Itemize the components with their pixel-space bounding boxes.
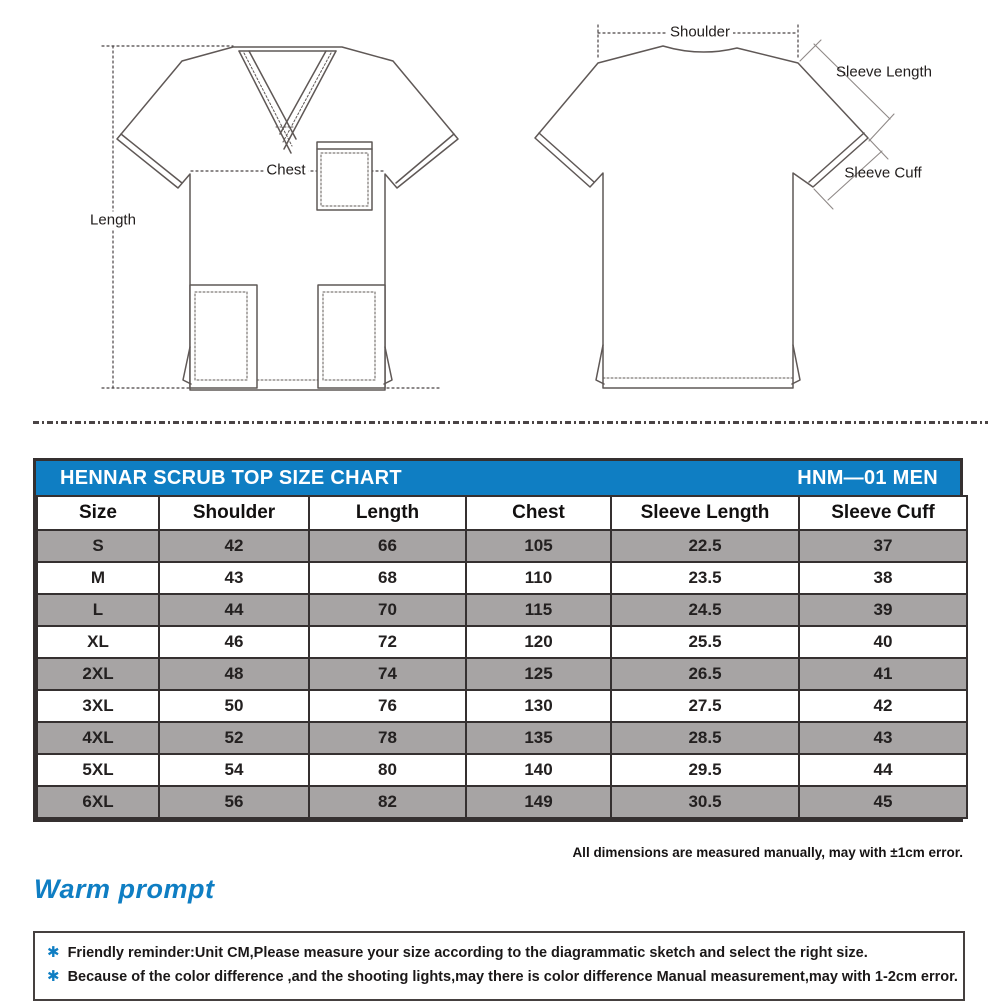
note-text: Friendly reminder:Unit CM,Please measure your size according to the diagrammatic sketch and select the right size. xyxy=(67,945,868,961)
value-cell: 22.5 xyxy=(611,530,799,562)
value-cell: 44 xyxy=(799,754,967,786)
table-row xyxy=(37,626,967,658)
value-cell: 130 xyxy=(466,690,611,722)
asterisk-icon: ✱ xyxy=(47,944,60,961)
column-header: Sleeve Cuff xyxy=(799,496,967,530)
size-cell: 3XL xyxy=(37,690,159,722)
header-row xyxy=(37,496,967,530)
value-cell: 48 xyxy=(159,658,309,690)
value-cell: 66 xyxy=(309,530,466,562)
table-row xyxy=(37,562,967,594)
table-row xyxy=(37,658,967,690)
value-cell: 24.5 xyxy=(611,594,799,626)
size-cell: 6XL xyxy=(37,786,159,818)
value-cell: 42 xyxy=(159,530,309,562)
value-cell: 43 xyxy=(799,722,967,754)
table-title: HENNAR SCRUB TOP SIZE CHART xyxy=(60,466,402,489)
column-header: Sleeve Length xyxy=(611,496,799,530)
value-cell: 43 xyxy=(159,562,309,594)
front-garment-outline xyxy=(117,47,458,390)
value-cell: 40 xyxy=(799,626,967,658)
size-cell: 5XL xyxy=(37,754,159,786)
value-cell: 72 xyxy=(309,626,466,658)
table-row xyxy=(37,530,967,562)
table-row xyxy=(37,786,967,818)
table-model: HNM—01 MEN xyxy=(797,466,938,489)
value-cell: 42 xyxy=(799,690,967,722)
size-cell: L xyxy=(37,594,159,626)
value-cell: 44 xyxy=(159,594,309,626)
asterisk-icon: ✱ xyxy=(47,968,60,985)
table-row xyxy=(37,754,967,786)
value-cell: 70 xyxy=(309,594,466,626)
value-cell: 105 xyxy=(466,530,611,562)
value-cell: 125 xyxy=(466,658,611,690)
value-cell: 135 xyxy=(466,722,611,754)
value-cell: 26.5 xyxy=(611,658,799,690)
measurement-note: All dimensions are measured manually, may with ±1cm error. xyxy=(572,845,963,860)
value-cell: 52 xyxy=(159,722,309,754)
size-chart-table xyxy=(33,458,963,822)
size-cell: S xyxy=(37,530,159,562)
warm-prompt-title: Warm prompt xyxy=(34,874,215,904)
length-label: Length xyxy=(87,212,139,229)
value-cell: 140 xyxy=(466,754,611,786)
value-cell: 80 xyxy=(309,754,466,786)
value-cell: 30.5 xyxy=(611,786,799,818)
table-row xyxy=(37,722,967,754)
size-cell: M xyxy=(37,562,159,594)
back-garment-outline xyxy=(535,46,868,388)
value-cell: 46 xyxy=(159,626,309,658)
value-cell: 74 xyxy=(309,658,466,690)
value-cell: 76 xyxy=(309,690,466,722)
sleeve-cuff-label: Sleeve Cuff xyxy=(844,164,922,182)
value-cell: 25.5 xyxy=(611,626,799,658)
column-header: Length xyxy=(309,496,466,530)
value-cell: 78 xyxy=(309,722,466,754)
size-cell: XL xyxy=(37,626,159,658)
column-header: Shoulder xyxy=(159,496,309,530)
value-cell: 38 xyxy=(799,562,967,594)
value-cell: 29.5 xyxy=(611,754,799,786)
value-cell: 28.5 xyxy=(611,722,799,754)
dashed-divider xyxy=(33,421,988,424)
shoulder-label: Shoulder xyxy=(667,24,733,41)
note-line xyxy=(45,967,958,985)
value-cell: 39 xyxy=(799,594,967,626)
measurement-diagram xyxy=(0,0,993,432)
value-cell: 23.5 xyxy=(611,562,799,594)
value-cell: 41 xyxy=(799,658,967,690)
value-cell: 149 xyxy=(466,786,611,818)
note-line xyxy=(45,943,953,961)
column-header: Size xyxy=(37,496,159,530)
table-row xyxy=(37,690,967,722)
note-text: Because of the color difference ,and the shooting lights,may there is color difference Manual measurement,may with 1-2cm error. xyxy=(67,969,958,985)
chest-label: Chest xyxy=(263,162,308,179)
value-cell: 45 xyxy=(799,786,967,818)
sleeve-length-label: Sleeve Length xyxy=(836,63,932,81)
table-title-bar xyxy=(36,461,960,495)
value-cell: 110 xyxy=(466,562,611,594)
value-cell: 120 xyxy=(466,626,611,658)
value-cell: 27.5 xyxy=(611,690,799,722)
size-cell: 2XL xyxy=(37,658,159,690)
value-cell: 37 xyxy=(799,530,967,562)
value-cell: 56 xyxy=(159,786,309,818)
value-cell: 68 xyxy=(309,562,466,594)
value-cell: 115 xyxy=(466,594,611,626)
value-cell: 54 xyxy=(159,754,309,786)
size-cell: 4XL xyxy=(37,722,159,754)
warm-prompt-box xyxy=(33,931,965,1001)
column-header: Chest xyxy=(466,496,611,530)
value-cell: 50 xyxy=(159,690,309,722)
value-cell: 82 xyxy=(309,786,466,818)
front-chest-pocket xyxy=(317,142,372,210)
table-row xyxy=(37,594,967,626)
